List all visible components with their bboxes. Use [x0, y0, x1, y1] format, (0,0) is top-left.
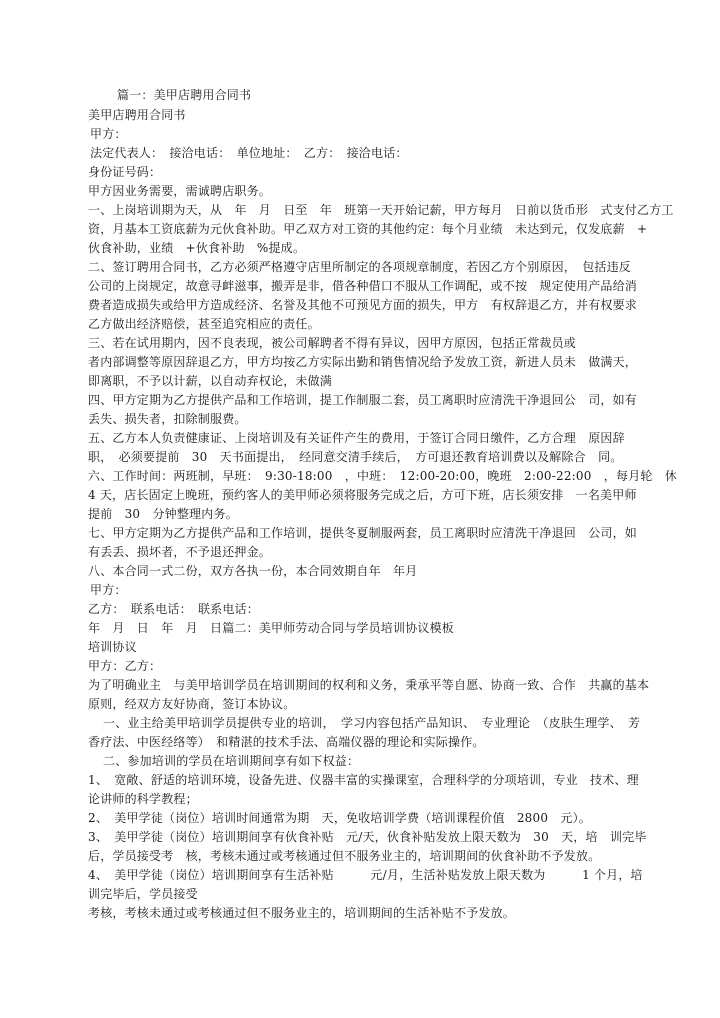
signature-party-a: 甲方： [90, 583, 127, 597]
clause-3-line: 三、若在试用期内，因不良表现，被公司解聘者不得有异议，因甲方原因，包括正常裁员或 [88, 336, 577, 350]
agreement-title: 培训协议 [88, 640, 137, 654]
clause-2-line: 费者造成损失或给甲方造成经济、名誉及其他不可预见方面的损失，甲方 有权辞退乙方，并有权要求 [88, 298, 638, 312]
clause-4-line: 四、甲方定期为乙方提供产品和工作培训，提工作制服二套，员工离职时应清洗干净退回公 司，如有 [88, 393, 638, 407]
clause-3-line: 即离职，不予以计薪，以自动弃权论，未做满 [88, 374, 333, 388]
clause-7-line: 有丢丢、损坏者，不予退还押金。 [88, 545, 272, 559]
agreement-preamble: 原则，经双方友好协商，签订本协议。 [88, 697, 296, 711]
benefit-4-line: 训完毕后，学员接受 [88, 887, 198, 901]
clause-7-line: 七、甲方定期为乙方提供产品和工作培训，提供冬夏制服两套，员工离职时应清洗干净退回 公司，如 [88, 526, 638, 540]
party-a-label: 甲方： [90, 127, 127, 141]
benefit-4-line: 4、 美甲学徒（岗位）培训期间享有生活补贴 元/月，生活补贴发放上限天数为 1 个月，培 [88, 868, 643, 882]
benefit-3-line: 后，学员接受考 核，考核未通过或考核通过但不服务业主的，培训期间的伙食补助不予发放。 [88, 849, 601, 863]
agreement-clause-1: 香疗法、中医经络等） 和精湛的技术手法、高端仪器的理论和实际操作。 [88, 735, 485, 749]
benefit-2-line: 2、 美甲学徒（岗位）培训时间通常为期 天，免收培训学费（培训课程价值 2800 元）。 [88, 811, 591, 825]
agreement-clause-1: 一、业主给美甲培训学员提供专业的培训， 学习内容包括产品知识、 专业理论 （皮肤生理学、 芳 [103, 716, 641, 730]
clause-5-line: 职， 必须要提前 30 天书面提出， 经同意交清手续后， 方可退还教育培训费以及解除合 同。 [88, 450, 623, 464]
agreement-preamble: 为了明确业主 与美甲培训学员在培训期间的权利和义务，秉承平等自愿、协商一致、合作 共赢的基本 [88, 678, 650, 692]
clause-6-line: 4 天，店长固定上晚班，预约客人的美甲师必须将服务完成之后，方可下班，店长须安排 一名美甲师 [88, 488, 637, 502]
section-title: 篇一：美甲店聘用合同书 [117, 88, 252, 102]
clause-8-line: 八、本合同一式二份，双方各执一份，本合同效期自年 年月 [88, 564, 418, 578]
representative-line: 法定代表人： 接洽电话： 单位地址： 乙方： 接洽电话： [90, 146, 408, 160]
clause-1-line: 伙食补助，业绩 +伙食补助 %提成。 [88, 241, 306, 255]
clause-2-line: 公司的上岗规定，故意寻衅滋事，搬弄是非，借各种借口不服从工作调配，或不按 规定使用产品给消 [88, 279, 638, 293]
clause-1-line: 一、上岗培训期为天，从 年 月 日至 年 班第一天开始记薪，甲方每月 日前以货币形 式支付乙方工 [88, 203, 674, 217]
text-line: 甲方因业务需要，需诚聘店职务。 [88, 184, 272, 198]
benefit-4-line: 考核，考核未通过或考核通过但不服务业主的，培训期间的生活补贴不予发放。 [88, 906, 516, 920]
benefit-1-line: 论讲师的科学教程； [88, 792, 198, 806]
clause-3-line: 者内部调整等原因辞退乙方，甲方均按乙方实际出勤和销售情况给予发放工资，新进人员未 做满天， [88, 355, 638, 369]
contract-title: 美甲店聘用合同书 [88, 108, 186, 122]
clause-1-line: 资，月基本工资底薪为元伙食补助。甲乙双方对工资的其他约定：每个月业绩 未达到元，仅发底薪 + [88, 222, 648, 236]
clause-2-line: 二、签订聘用合同书，乙方必须严格遵守店里所制定的各项规章制度，若因乙方个别原因， 包括违反 [88, 260, 632, 274]
clause-4-line: 丢失、损失者，扣除制服费。 [88, 412, 247, 426]
agreement-clause-2: 二、参加培训的学员在培训期间享有如下权益： [103, 754, 360, 768]
signature-party-b: 乙方： 联系电话： 联系电话： [88, 602, 260, 616]
clause-6-line: 六、工作时间：两班制，早班： 9:30-18:00 ，中班： 12:00-20:00，晚班 2:00-22:00 ，每月轮 休 [88, 469, 677, 483]
agreement-parties: 甲方：乙方： [88, 659, 162, 673]
clause-6-line: 提前 30 分钟整理内务。 [88, 507, 238, 521]
clause-2-line: 乙方做出经济赔偿，甚至追究相应的责任。 [88, 317, 320, 331]
benefit-3-line: 3、 美甲学徒（岗位）培训期间享有伙食补贴 元/天，伙食补贴发放上限天数为 30 天，培 训完毕 [88, 830, 647, 844]
signature-date-line: 年 月 日 年 月 日篇二：美甲师劳动合同与学员培训协议模板 [88, 621, 455, 635]
clause-5-line: 五、乙方本人负责健康证、上岗培训及有关证件产生的费用，于签订合同日缴件，乙方合理 原因辞 [88, 431, 625, 445]
benefit-1-line: 1、 宽敞、舒适的培训环境，设备先进、仪器丰富的实操课室，合理科学的分项培训，专业 技术、理 [88, 773, 639, 787]
id-number-line: 身份证号码： [88, 165, 162, 179]
